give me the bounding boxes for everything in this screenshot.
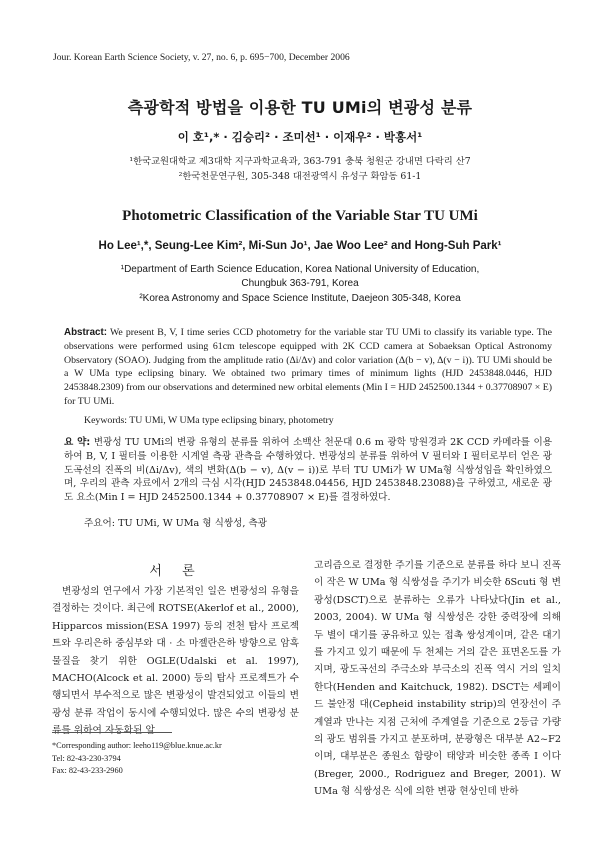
- body-text-left-column: 변광성의 연구에서 가장 기본적인 일은 변광성의 유형을 결정하는 것이다. 최근에 ROTSE(Akerlof et al., 2000), Hipparcos mission(ESA 1997) 등의 전천 탐사 프로젝트와 우리은하 중심부와 대 · 소 마젤란은하 방향으로 암흑물질을 찾기 위한 OGLE(Udalski et al. 1997), MACHO(Alcock et al. 2000) 등의 탐사 프로젝트가 수행되면서 부수적으로 많은 변광성이 발견되었고 이들의 변광성 분류 작업이 동시에 수행되었다. 많은 수의 변광성 분류를 위하여 자동화된 알: [52, 586, 299, 737]
- korean-affiliation-1: ¹한국교원대학교 제3대학 지구과학교육과, 363-791 충북 청원군 강내면 다락리 산7: [129, 156, 471, 167]
- english-affiliation-2: ²Korea Astronomy and Space Science Institute, Daejeon 305-348, Korea: [139, 293, 461, 304]
- english-affiliation-1-line2: Chungbuk 363-791, Korea: [241, 278, 359, 289]
- korean-abstract-text: 변광성 TU UMi의 변광 유형의 분류를 위하여 소백산 천문대 0.6 m 광학 망원경과 2K CCD 카메라를 이용하여 B, V, I 필터를 이용한 시계열 측광 관측을 수행하였다. 변광성의 분류를 위하여 V 필터와 I 필터로부터 얻은 광도곡선의 진폭의 비(Δi/Δv), 색의 변화(Δ(b − v), Δ(v − i))로 부터 TU UMi가 W UMa형 식쌍성임을 확인하였으며, 우리의 관측 자료에서 2개의 극심 시각(HJD 2453848.04456, HJD 2453848.23088)을 구하였고, 새로운 광도 요소(Min I = HJD 2452500.1344 + 0.37708907 × E)를 결정하였다.: [64, 437, 552, 504]
- english-title: Photometric Classification of the Variable Star TU UMi: [122, 208, 478, 224]
- footnote-divider: [52, 732, 172, 733]
- keywords: Keywords: TU UMi, W UMa type eclipsing binary, photometry: [84, 415, 334, 426]
- footnote-fax: Fax: 82-43-233-2960: [52, 766, 123, 775]
- korean-affiliation-2: ²한국천문연구원, 305-348 대전광역시 유성구 화암동 61-1: [178, 171, 422, 182]
- abstract-text: We present B, V, I time series CCD photometry for the variable star TU UMi to classify its variable type. The observations were performed using 61cm telescope equipped with 2K CCD camera at Sobaeksan Optical Astronomy Observatory (SOAO). Judging from the amplitude ratio (Δi/Δv) and color variation (Δ(b − v), Δ(v − i)). TU UMi should be a W UMa type eclipsing binary. We obtained two primary times of minimum lights (HJD 2453848.0446, HJD 2453848.2309) from our observations and determined new orbital elements (Min I = HJD 2452500.1344 + 0.37708907 × E) for TU UMi.: [64, 327, 552, 407]
- korean-keywords: 주요어: TU UMi, W UMa 형 식쌍성, 측광: [84, 518, 268, 529]
- korean-authors: 이 호¹,* · 김승리² · 조미선¹ · 이재우² · 박홍서¹: [177, 130, 423, 144]
- body-text-right-column: 고리즘으로 결정한 주기를 기준으로 분류를 하다 보니 진폭이 작은 W UMa 형 식쌍성을 주기가 비슷한 δScuti 형 변광성(DSCT)으로 분류하는 오류가 나타났다(Jin et al., 2003, 2004). W UMa 형 식쌍성은 강한 중력장에 의해 두 별이 대기를 공유하고 있는 접촉 쌍성계이며, 같은 대기를 가지고 있기 때문에 두 천체는 거의 같은 표면온도를 가지며, 광도곡선의 주극소와 부극소의 진폭 역시 거의 일치한다(Henden and Kaitchuck, 1982). DSCT는 세페이드 불안정 대(Cepheid instability strip)의 연장선이 주계열과 만나는 지점 근처에 주계열을 기준으로 2등급 가량의 광도 범위를 가지고 분포하며, 분광형은 대부분 A2~F2이며, 대부분은 종원소 함량이 태양과 비슷한 종족 I 이다(Breger, 2000., Rodriguez and Breger, 2001). W UMa 형 식쌍성은 식에 의한 변광 현상인데 반하: [314, 560, 561, 798]
- korean-title: 측광학적 방법을 이용한 TU UMi의 변광성 분류: [127, 98, 473, 117]
- journal-header: Jour. Korean Earth Science Society, v. 27, no. 6, p. 695−700, December 2006: [53, 52, 350, 63]
- korean-abstract-label: 요 약:: [64, 437, 91, 448]
- footnote: [52, 740, 222, 778]
- english-authors: Ho Lee¹,*, Seung-Lee Kim², Mi-Sun Jo¹, Jae Woo Lee² and Hong-Suh Park¹: [98, 240, 502, 252]
- section-heading-introduction: 서 론: [149, 564, 203, 579]
- korean-abstract: [64, 436, 552, 505]
- abstract-label: Abstract:: [64, 327, 108, 338]
- english-affiliation-1-line1: ¹Department of Earth Science Education, Korea National University of Education,: [120, 264, 480, 275]
- footnote-tel: Tel: 82-43-230-3794: [52, 753, 121, 763]
- footnote-corresponding-author: *Corresponding author: leeho119@blue.knue.ac.kr: [52, 741, 222, 750]
- abstract: [64, 326, 552, 409]
